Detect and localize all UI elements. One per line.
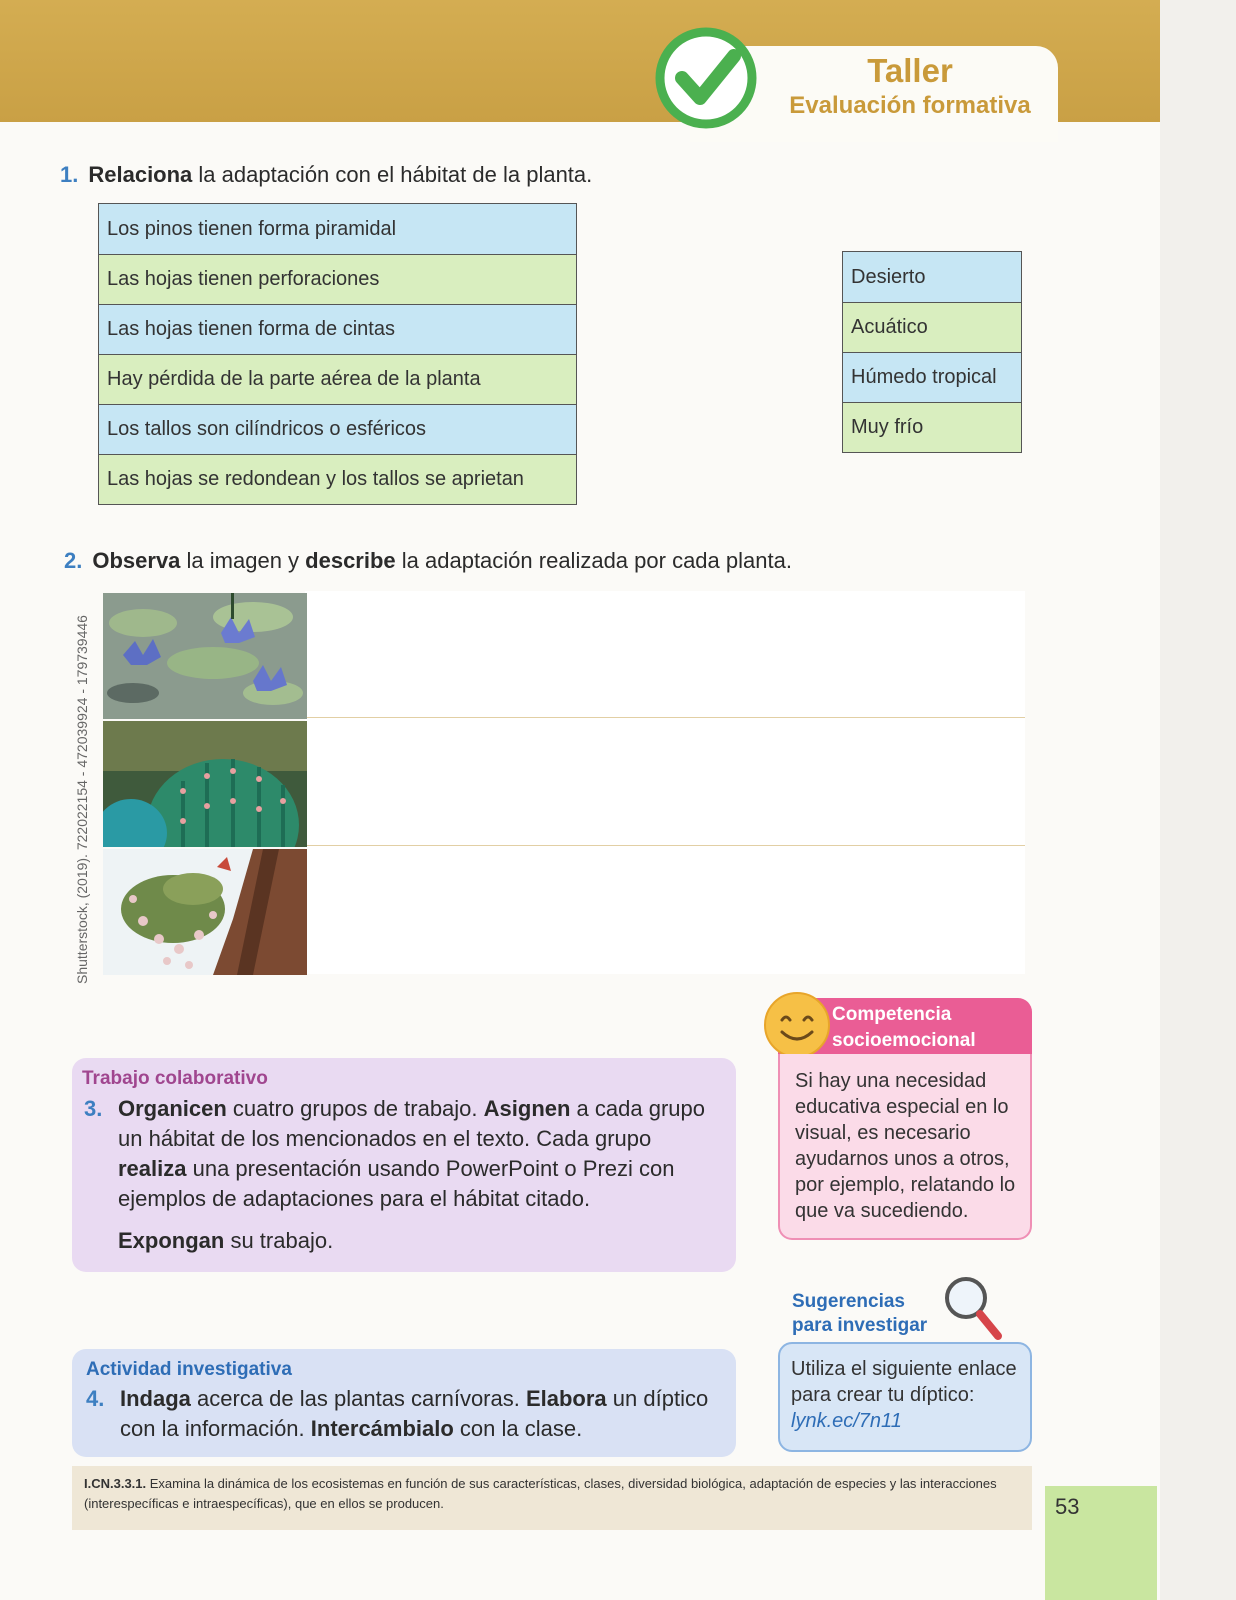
header-subtitle: Evaluación formativa — [789, 92, 1031, 119]
habitat-item: Desierto — [843, 252, 1021, 302]
answer-line — [305, 845, 1025, 846]
suggestions-body: Utiliza el siguiente enlace para crear tu díptico: — [791, 1358, 1017, 1406]
question-verb: Relaciona — [88, 162, 193, 187]
question-text: un díptico con la información. — [120, 1386, 709, 1441]
orchid-tree-photo — [103, 849, 307, 975]
question-number: 2. — [64, 548, 83, 573]
collaborative-text — [84, 1094, 718, 1214]
footer-code: I.CN.3.3.1. — [84, 1476, 147, 1491]
adaptation-item: Las hojas tienen perforaciones — [99, 254, 576, 304]
adaptation-item: Los pinos tienen forma piramidal — [99, 204, 576, 254]
question-verb: Organicen — [118, 1096, 227, 1121]
collaborative-expose — [118, 1226, 333, 1256]
question-2 — [64, 546, 792, 576]
socio-title — [832, 1002, 1032, 1054]
question-text: cuatro grupos de trabajo. — [226, 1096, 484, 1121]
habitats-table — [842, 251, 1022, 453]
page-number: 53 — [1055, 1494, 1080, 1519]
question-text: acerca de las plantas carnívoras. — [190, 1386, 526, 1411]
answer-area[interactable] — [305, 591, 1025, 974]
question-verb: realiza — [118, 1156, 187, 1181]
habitat-item: Muy frío — [843, 402, 1021, 452]
suggestions-text — [791, 1356, 1027, 1434]
water-lily-photo — [103, 593, 307, 719]
question-text: a cada grupo un hábitat de los mencionados en el texto. Cada grupo — [118, 1096, 705, 1151]
adaptation-item: Los tallos son cilíndricos o esféricos — [99, 404, 576, 454]
question-text: la adaptación realizada por cada planta. — [395, 548, 792, 573]
question-verb: Elabora — [525, 1386, 607, 1411]
adaptation-item: Las hojas tienen forma de cintas — [99, 304, 576, 354]
question-text: una presentación usando PowerPoint o Prezi con ejemplos de adaptaciones para el hábitat citado. — [118, 1156, 675, 1211]
habitat-item: Acuático — [843, 302, 1021, 352]
question-text: la imagen y — [180, 548, 306, 573]
question-verb: describe — [305, 548, 396, 573]
suggestions-link[interactable]: lynk.ec/7n11 — [791, 1410, 902, 1432]
adaptation-item: Las hojas se redondean y los tallos se aprietan — [99, 454, 576, 504]
smiley-icon — [762, 990, 832, 1060]
answer-line — [305, 717, 1025, 718]
question-number: 1. — [60, 162, 79, 187]
magnifier-icon — [942, 1274, 1004, 1342]
suggestions-title-line: para investigar — [792, 1315, 928, 1336]
question-text: su trabajo. — [224, 1228, 334, 1253]
question-number: 3. — [84, 1096, 103, 1121]
question-verb: Expongan — [118, 1228, 225, 1253]
suggestions-title — [792, 1290, 927, 1338]
check-circle-icon — [652, 24, 760, 132]
adaptations-table — [98, 203, 577, 505]
collaborative-title: Trabajo colaborativo — [82, 1068, 268, 1089]
question-1 — [60, 160, 592, 190]
question-verb: Intercámbialo — [310, 1416, 454, 1441]
socio-title-line: Competencia — [832, 1004, 952, 1025]
question-verb: Asignen — [483, 1096, 571, 1121]
research-title: Actividad investigativa — [86, 1359, 292, 1380]
question-number: 4. — [86, 1386, 105, 1411]
socio-title-line: socioemocional — [832, 1030, 976, 1051]
question-text: con la clase. — [453, 1416, 583, 1441]
socio-text: Si hay una necesidad educativa especial en lo visual, es necesario ayudarnos unos a otros, por ejemplo, relatando lo que va sucediendo. — [795, 1070, 1016, 1222]
cactus-photo — [103, 721, 307, 847]
question-verb: Indaga — [120, 1386, 191, 1411]
suggestions-title-line: Sugerencias — [792, 1291, 905, 1312]
footer-description: Examina la dinámica de los ecosistemas en función de sus características, clases, diversidad biológica, adaptación de especies y las interacciones (interespecíficas e intraespecíficas), que en ellos se producen. — [84, 1476, 997, 1511]
question-text: la adaptación con el hábitat de la planta. — [192, 162, 593, 187]
footer-text — [84, 1474, 1024, 1514]
question-verb: Observa — [92, 548, 181, 573]
research-text — [86, 1384, 720, 1444]
habitat-item: Húmedo tropical — [843, 352, 1021, 402]
header-title: Taller — [867, 52, 953, 89]
adaptation-item: Hay pérdida de la parte aérea de la planta — [99, 354, 576, 404]
image-credit: Shutterstock, (2019). 722022154 - 472039924 - 179739446 — [74, 615, 90, 984]
